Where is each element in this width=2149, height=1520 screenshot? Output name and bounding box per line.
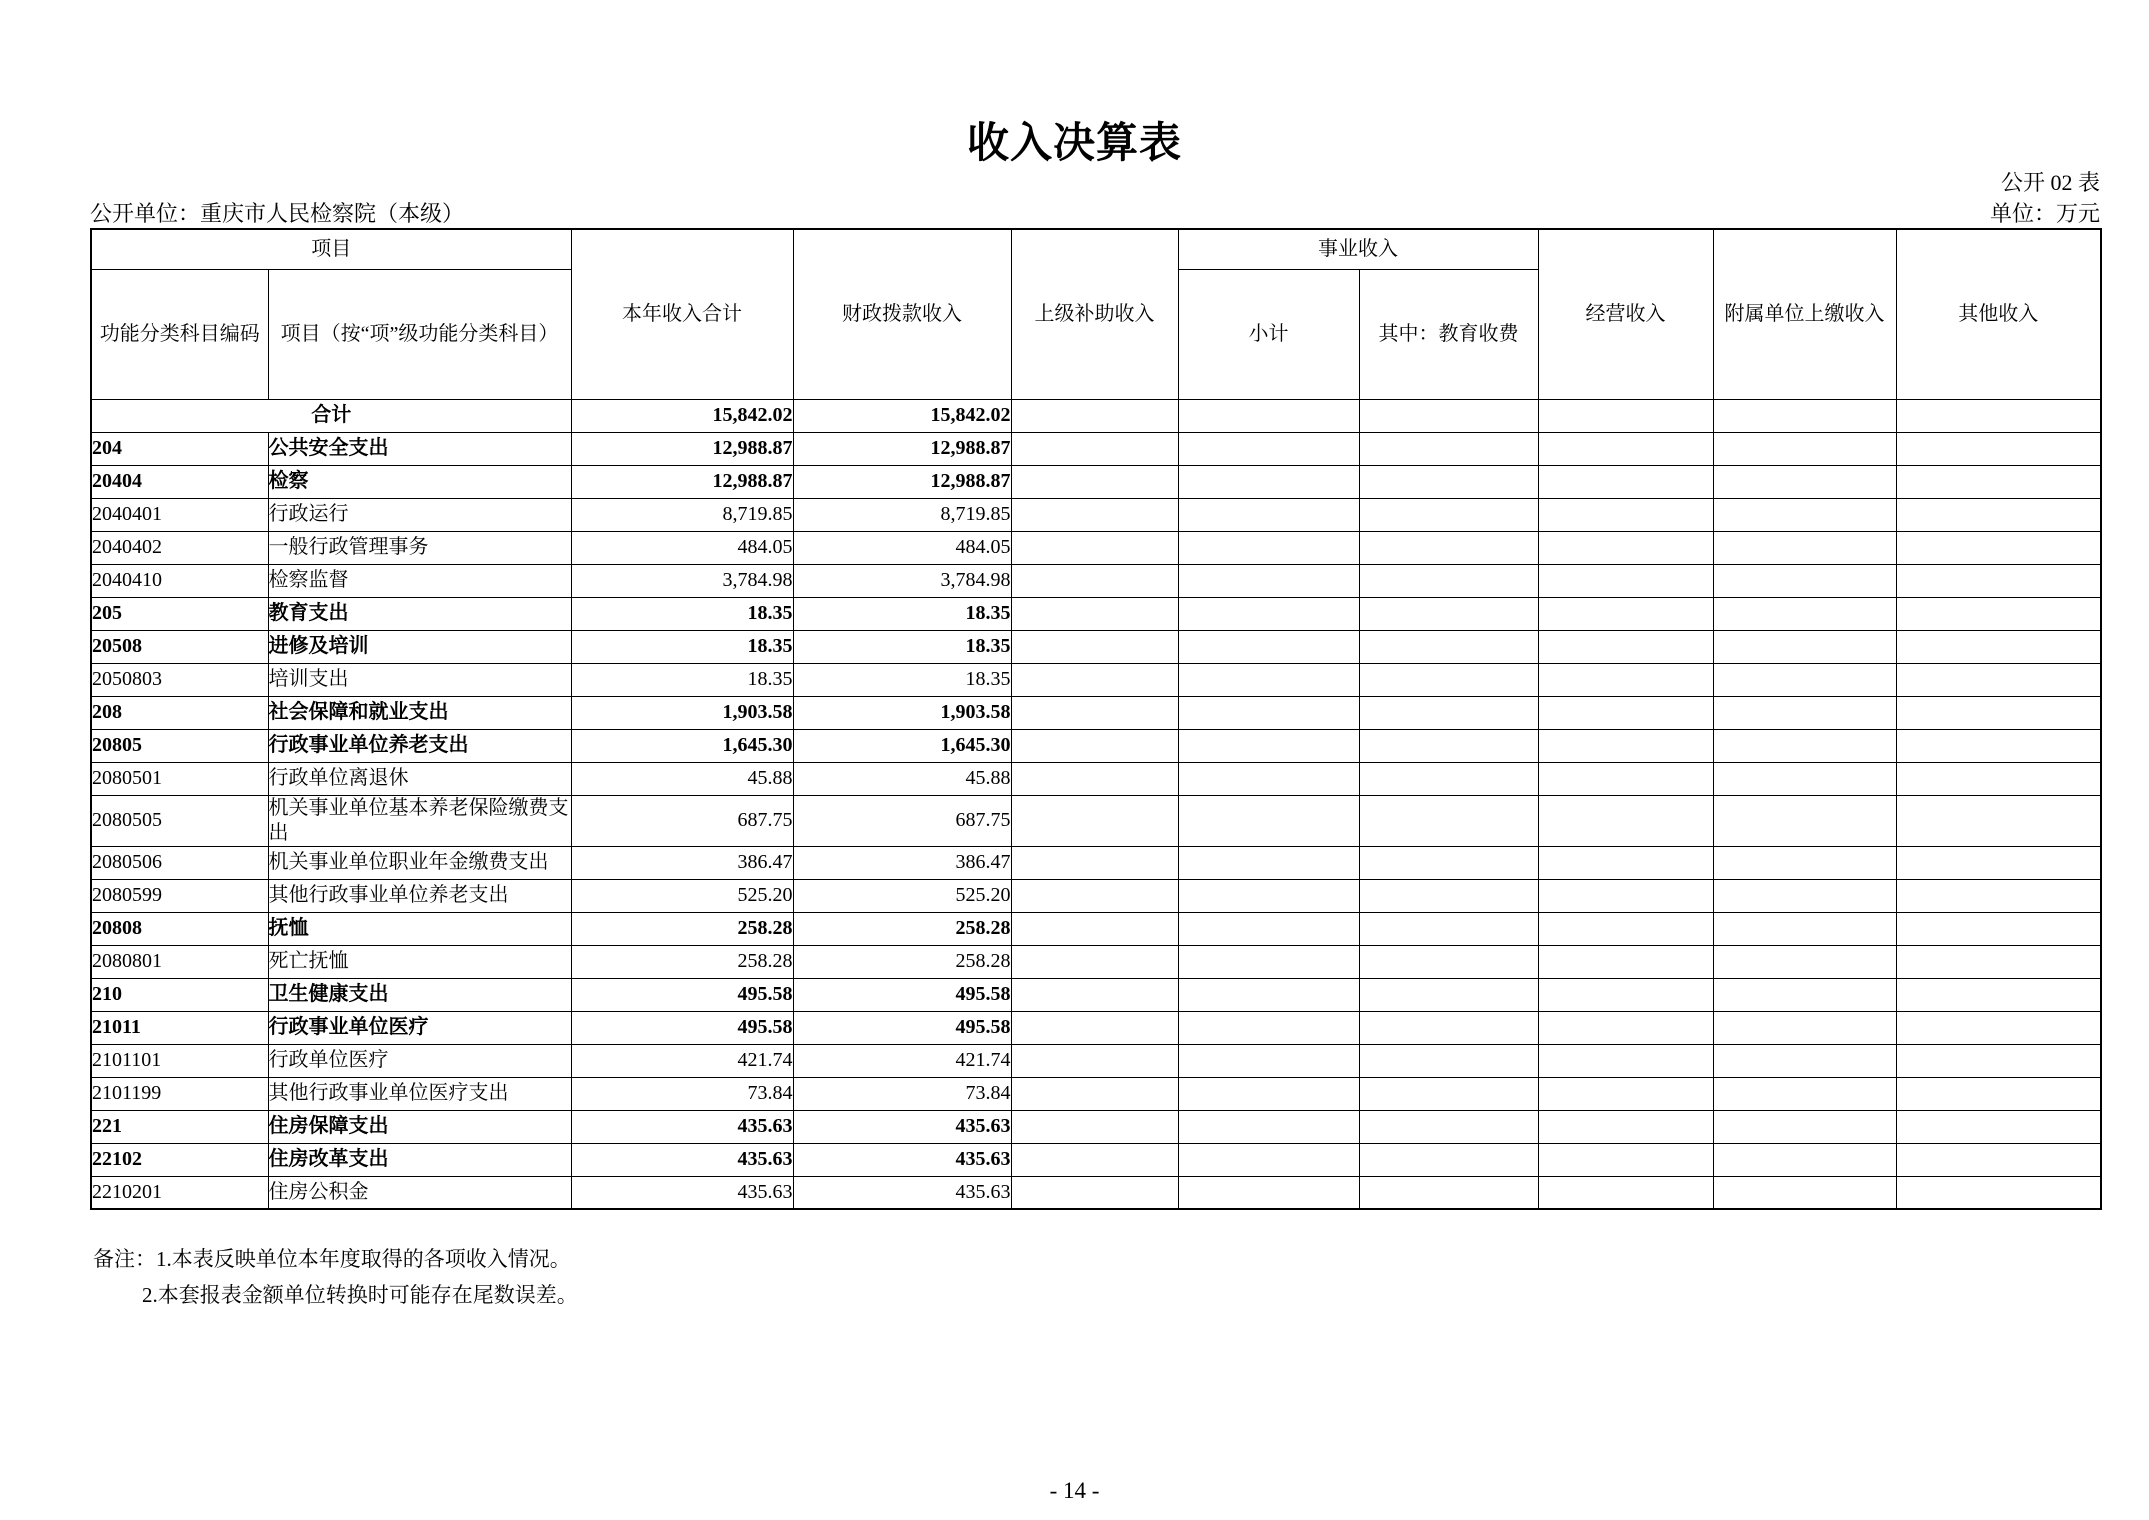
cell-other-income	[1896, 1176, 2101, 1209]
cell-project-name: 教育支出	[268, 597, 571, 630]
cell-business-education-fee	[1359, 846, 1538, 879]
cell-project-name: 行政单位医疗	[268, 1044, 571, 1077]
table-row	[91, 1044, 2101, 1077]
cell-other-income	[1896, 1011, 2101, 1044]
cell-business-subtotal	[1178, 564, 1359, 597]
cell-total-income: 386.47	[571, 846, 793, 879]
cell-business-education-fee	[1359, 729, 1538, 762]
table-row	[91, 630, 2101, 663]
cell-fiscal-appropriation: 495.58	[793, 978, 1011, 1011]
cell-other-income	[1896, 531, 2101, 564]
header-upper-subsidy: 上级补助收入	[1011, 229, 1178, 399]
cell-affiliated-income	[1713, 630, 1896, 663]
cell-affiliated-income	[1713, 399, 1896, 432]
cell-business-subtotal	[1178, 531, 1359, 564]
cell-operating-income	[1538, 465, 1713, 498]
cell-business-subtotal	[1178, 597, 1359, 630]
cell-total-income: 495.58	[571, 1011, 793, 1044]
cell-operating-income	[1538, 597, 1713, 630]
cell-business-subtotal	[1178, 432, 1359, 465]
cell-business-education-fee	[1359, 696, 1538, 729]
cell-total-income: 18.35	[571, 597, 793, 630]
cell-total-income: 8,719.85	[571, 498, 793, 531]
cell-operating-income	[1538, 795, 1713, 846]
cell-operating-income	[1538, 399, 1713, 432]
cell-project-name: 其他行政事业单位医疗支出	[268, 1077, 571, 1110]
header-business-education-fee: 其中：教育收费	[1359, 269, 1538, 399]
cell-other-income	[1896, 432, 2101, 465]
footnote-line-1: 备注：1.本表反映单位本年度取得的各项收入情况。	[93, 1247, 571, 1271]
cell-upper-subsidy	[1011, 729, 1178, 762]
cell-business-subtotal	[1178, 846, 1359, 879]
cell-upper-subsidy	[1011, 663, 1178, 696]
cell-other-income	[1896, 795, 2101, 846]
cell-fiscal-appropriation: 12,988.87	[793, 432, 1011, 465]
cell-project-name: 检察	[268, 465, 571, 498]
cell-other-income	[1896, 1143, 2101, 1176]
header-affiliated-income: 附属单位上缴收入	[1713, 229, 1896, 399]
table-row	[91, 399, 2101, 432]
cell-total-income: 1,903.58	[571, 696, 793, 729]
cell-total-income: 435.63	[571, 1143, 793, 1176]
cell-function-code: 2080506	[91, 846, 268, 879]
cell-business-subtotal	[1178, 762, 1359, 795]
cell-project-name: 住房改革支出	[268, 1143, 571, 1176]
cell-affiliated-income	[1713, 597, 1896, 630]
header-project-item: 项目（按“项”级功能分类科目）	[268, 269, 571, 399]
cell-upper-subsidy	[1011, 1011, 1178, 1044]
cell-upper-subsidy	[1011, 531, 1178, 564]
header-fiscal-appropriation: 财政拨款收入	[793, 229, 1011, 399]
header-business-income-group: 事业收入	[1178, 229, 1538, 269]
cell-upper-subsidy	[1011, 1044, 1178, 1077]
table-row	[91, 1011, 2101, 1044]
cell-other-income	[1896, 945, 2101, 978]
cell-affiliated-income	[1713, 1044, 1896, 1077]
cell-operating-income	[1538, 978, 1713, 1011]
cell-other-income	[1896, 696, 2101, 729]
cell-operating-income	[1538, 846, 1713, 879]
cell-operating-income	[1538, 945, 1713, 978]
cell-project-name: 一般行政管理事务	[268, 531, 571, 564]
table-row	[91, 564, 2101, 597]
cell-total-income: 1,645.30	[571, 729, 793, 762]
cell-function-code: 221	[91, 1110, 268, 1143]
cell-fiscal-appropriation: 8,719.85	[793, 498, 1011, 531]
income-final-accounts-table	[90, 228, 2102, 1210]
cell-fiscal-appropriation: 258.28	[793, 912, 1011, 945]
cell-function-code: 2050803	[91, 663, 268, 696]
table-row	[91, 1143, 2101, 1176]
cell-other-income	[1896, 399, 2101, 432]
table-row	[91, 945, 2101, 978]
cell-business-subtotal	[1178, 1110, 1359, 1143]
cell-affiliated-income	[1713, 1077, 1896, 1110]
table-row	[91, 879, 2101, 912]
table-row	[91, 597, 2101, 630]
cell-other-income	[1896, 663, 2101, 696]
cell-operating-income	[1538, 630, 1713, 663]
cell-fiscal-appropriation: 3,784.98	[793, 564, 1011, 597]
cell-operating-income	[1538, 729, 1713, 762]
cell-upper-subsidy	[1011, 432, 1178, 465]
cell-function-code: 20805	[91, 729, 268, 762]
cell-business-subtotal	[1178, 1143, 1359, 1176]
cell-total-income: 45.88	[571, 762, 793, 795]
table-row	[91, 912, 2101, 945]
cell-affiliated-income	[1713, 465, 1896, 498]
cell-fiscal-appropriation: 386.47	[793, 846, 1011, 879]
cell-other-income	[1896, 846, 2101, 879]
cell-affiliated-income	[1713, 531, 1896, 564]
cell-function-code: 21011	[91, 1011, 268, 1044]
cell-affiliated-income	[1713, 978, 1896, 1011]
cell-upper-subsidy	[1011, 945, 1178, 978]
cell-other-income	[1896, 879, 2101, 912]
cell-project-name: 行政事业单位医疗	[268, 1011, 571, 1044]
cell-project-name: 行政单位离退休	[268, 762, 571, 795]
meta-line	[90, 197, 2100, 228]
cell-affiliated-income	[1713, 663, 1896, 696]
cell-operating-income	[1538, 1176, 1713, 1209]
cell-project-name: 其他行政事业单位养老支出	[268, 879, 571, 912]
table-row	[91, 498, 2101, 531]
cell-total-income: 18.35	[571, 630, 793, 663]
cell-function-code: 20808	[91, 912, 268, 945]
cell-business-subtotal	[1178, 498, 1359, 531]
cell-fiscal-appropriation: 435.63	[793, 1176, 1011, 1209]
cell-operating-income	[1538, 762, 1713, 795]
cell-fiscal-appropriation: 435.63	[793, 1110, 1011, 1143]
cell-business-education-fee	[1359, 1011, 1538, 1044]
table-row	[91, 465, 2101, 498]
cell-upper-subsidy	[1011, 597, 1178, 630]
table-row	[91, 1110, 2101, 1143]
cell-project-name: 抚恤	[268, 912, 571, 945]
table-row	[91, 729, 2101, 762]
cell-other-income	[1896, 1077, 2101, 1110]
cell-business-education-fee	[1359, 663, 1538, 696]
cell-operating-income	[1538, 663, 1713, 696]
cell-upper-subsidy	[1011, 630, 1178, 663]
cell-business-subtotal	[1178, 1011, 1359, 1044]
cell-upper-subsidy	[1011, 762, 1178, 795]
cell-business-education-fee	[1359, 399, 1538, 432]
cell-fiscal-appropriation: 18.35	[793, 630, 1011, 663]
cell-project-name: 检察监督	[268, 564, 571, 597]
cell-fiscal-appropriation: 687.75	[793, 795, 1011, 846]
cell-business-education-fee	[1359, 1143, 1538, 1176]
cell-operating-income	[1538, 1044, 1713, 1077]
cell-other-income	[1896, 1110, 2101, 1143]
footnote-line-2: 2.本套报表金额单位转换时可能存在尾数误差。	[142, 1283, 578, 1307]
cell-business-education-fee	[1359, 1110, 1538, 1143]
cell-total-income: 12,988.87	[571, 465, 793, 498]
cell-upper-subsidy	[1011, 399, 1178, 432]
cell-business-subtotal	[1178, 1044, 1359, 1077]
cell-total-income: 435.63	[571, 1176, 793, 1209]
cell-other-income	[1896, 912, 2101, 945]
header-operating-income: 经营收入	[1538, 229, 1713, 399]
cell-operating-income	[1538, 498, 1713, 531]
table-row	[91, 1077, 2101, 1110]
document-title: 收入决算表	[966, 121, 1182, 167]
cell-function-code: 2040410	[91, 564, 268, 597]
cell-business-subtotal	[1178, 465, 1359, 498]
table-row	[91, 762, 2101, 795]
cell-operating-income	[1538, 879, 1713, 912]
cell-function-code: 2080501	[91, 762, 268, 795]
cell-upper-subsidy	[1011, 912, 1178, 945]
cell-project-name: 培训支出	[268, 663, 571, 696]
cell-total-income: 258.28	[571, 912, 793, 945]
cell-affiliated-income	[1713, 846, 1896, 879]
cell-affiliated-income	[1713, 912, 1896, 945]
cell-total-income: 15,842.02	[571, 399, 793, 432]
cell-project-name: 死亡抚恤	[268, 945, 571, 978]
cell-business-subtotal	[1178, 696, 1359, 729]
cell-fiscal-appropriation: 435.63	[793, 1143, 1011, 1176]
cell-total-income: 687.75	[571, 795, 793, 846]
cell-upper-subsidy	[1011, 465, 1178, 498]
cell-fiscal-appropriation: 1,903.58	[793, 696, 1011, 729]
cell-business-education-fee	[1359, 978, 1538, 1011]
cell-project-name: 公共安全支出	[268, 432, 571, 465]
cell-business-subtotal	[1178, 729, 1359, 762]
cell-business-education-fee	[1359, 465, 1538, 498]
cell-operating-income	[1538, 1011, 1713, 1044]
cell-function-code: 204	[91, 432, 268, 465]
cell-business-subtotal	[1178, 1176, 1359, 1209]
cell-function-code: 2080505	[91, 795, 268, 846]
cell-operating-income	[1538, 912, 1713, 945]
header-business-subtotal: 小计	[1178, 269, 1359, 399]
cell-total-income: 495.58	[571, 978, 793, 1011]
cell-total-income: 3,784.98	[571, 564, 793, 597]
cell-other-income	[1896, 564, 2101, 597]
table-header	[91, 229, 2101, 399]
cell-total-income: 525.20	[571, 879, 793, 912]
cell-function-code: 2080801	[91, 945, 268, 978]
cell-business-subtotal	[1178, 630, 1359, 663]
table-row	[91, 1176, 2101, 1209]
currency-unit-label: 单位：万元	[1989, 201, 2100, 226]
cell-other-income	[1896, 978, 2101, 1011]
cell-project-name: 进修及培训	[268, 630, 571, 663]
cell-total-income: 73.84	[571, 1077, 793, 1110]
table-row	[91, 432, 2101, 465]
cell-business-subtotal	[1178, 879, 1359, 912]
cell-fiscal-appropriation: 258.28	[793, 945, 1011, 978]
table-body	[91, 399, 2101, 1209]
cell-operating-income	[1538, 432, 1713, 465]
table-row	[91, 795, 2101, 846]
cell-business-education-fee	[1359, 879, 1538, 912]
page-number: - 14 -	[1049, 1478, 1100, 1503]
cell-fiscal-appropriation: 45.88	[793, 762, 1011, 795]
table-row	[91, 846, 2101, 879]
header-project-group: 项目	[91, 229, 571, 269]
cell-row-title: 合计	[91, 399, 571, 432]
cell-business-education-fee	[1359, 498, 1538, 531]
cell-affiliated-income	[1713, 1176, 1896, 1209]
cell-fiscal-appropriation: 15,842.02	[793, 399, 1011, 432]
cell-function-code: 2040402	[91, 531, 268, 564]
cell-business-subtotal	[1178, 912, 1359, 945]
table-row	[91, 531, 2101, 564]
cell-other-income	[1896, 1044, 2101, 1077]
cell-function-code: 2040401	[91, 498, 268, 531]
cell-fiscal-appropriation: 18.35	[793, 663, 1011, 696]
cell-operating-income	[1538, 1143, 1713, 1176]
cell-affiliated-income	[1713, 498, 1896, 531]
cell-operating-income	[1538, 564, 1713, 597]
cell-business-education-fee	[1359, 912, 1538, 945]
cell-affiliated-income	[1713, 795, 1896, 846]
cell-fiscal-appropriation: 1,645.30	[793, 729, 1011, 762]
cell-affiliated-income	[1713, 879, 1896, 912]
cell-total-income: 258.28	[571, 945, 793, 978]
cell-upper-subsidy	[1011, 846, 1178, 879]
cell-project-name: 机关事业单位职业年金缴费支出	[268, 846, 571, 879]
footnotes	[93, 1241, 578, 1313]
cell-business-education-fee	[1359, 564, 1538, 597]
cell-business-education-fee	[1359, 795, 1538, 846]
cell-function-code: 20508	[91, 630, 268, 663]
cell-fiscal-appropriation: 421.74	[793, 1044, 1011, 1077]
cell-affiliated-income	[1713, 1110, 1896, 1143]
cell-project-name: 机关事业单位基本养老保险缴费支出	[268, 795, 571, 846]
cell-fiscal-appropriation: 12,988.87	[793, 465, 1011, 498]
cell-operating-income	[1538, 1110, 1713, 1143]
cell-business-education-fee	[1359, 1044, 1538, 1077]
cell-business-education-fee	[1359, 1077, 1538, 1110]
cell-function-code: 2080599	[91, 879, 268, 912]
cell-total-income: 484.05	[571, 531, 793, 564]
cell-project-name: 卫生健康支出	[268, 978, 571, 1011]
cell-affiliated-income	[1713, 945, 1896, 978]
cell-business-education-fee	[1359, 432, 1538, 465]
cell-function-code: 20404	[91, 465, 268, 498]
cell-upper-subsidy	[1011, 1077, 1178, 1110]
cell-affiliated-income	[1713, 432, 1896, 465]
cell-affiliated-income	[1713, 762, 1896, 795]
cell-fiscal-appropriation: 73.84	[793, 1077, 1011, 1110]
cell-total-income: 421.74	[571, 1044, 793, 1077]
cell-function-code: 2210201	[91, 1176, 268, 1209]
cell-project-name: 住房保障支出	[268, 1110, 571, 1143]
cell-function-code: 210	[91, 978, 268, 1011]
cell-upper-subsidy	[1011, 1176, 1178, 1209]
cell-fiscal-appropriation: 525.20	[793, 879, 1011, 912]
cell-total-income: 12,988.87	[571, 432, 793, 465]
cell-operating-income	[1538, 696, 1713, 729]
cell-upper-subsidy	[1011, 1143, 1178, 1176]
cell-project-name: 行政运行	[268, 498, 571, 531]
cell-affiliated-income	[1713, 729, 1896, 762]
cell-business-education-fee	[1359, 762, 1538, 795]
cell-affiliated-income	[1713, 1143, 1896, 1176]
cell-business-subtotal	[1178, 1077, 1359, 1110]
cell-function-code: 205	[91, 597, 268, 630]
table-row	[91, 696, 2101, 729]
header-other-income: 其他收入	[1896, 229, 2101, 399]
cell-affiliated-income	[1713, 696, 1896, 729]
table-row	[91, 663, 2101, 696]
header-total-income: 本年收入合计	[571, 229, 793, 399]
cell-other-income	[1896, 630, 2101, 663]
cell-business-subtotal	[1178, 978, 1359, 1011]
cell-function-code: 22102	[91, 1143, 268, 1176]
cell-business-subtotal	[1178, 795, 1359, 846]
cell-upper-subsidy	[1011, 564, 1178, 597]
cell-fiscal-appropriation: 484.05	[793, 531, 1011, 564]
table-row	[91, 978, 2101, 1011]
cell-fiscal-appropriation: 495.58	[793, 1011, 1011, 1044]
cell-function-code: 208	[91, 696, 268, 729]
cell-total-income: 18.35	[571, 663, 793, 696]
cell-business-education-fee	[1359, 945, 1538, 978]
cell-upper-subsidy	[1011, 696, 1178, 729]
cell-business-subtotal	[1178, 945, 1359, 978]
publishing-unit-label: 公开单位：重庆市人民检察院（本级）	[90, 201, 465, 226]
cell-upper-subsidy	[1011, 1110, 1178, 1143]
cell-business-education-fee	[1359, 597, 1538, 630]
cell-project-name: 社会保障和就业支出	[268, 696, 571, 729]
table-number-label: 公开 02 表	[2000, 170, 2100, 195]
cell-project-name: 住房公积金	[268, 1176, 571, 1209]
cell-total-income: 435.63	[571, 1110, 793, 1143]
cell-function-code: 2101101	[91, 1044, 268, 1077]
cell-other-income	[1896, 729, 2101, 762]
cell-fiscal-appropriation: 18.35	[793, 597, 1011, 630]
cell-project-name: 行政事业单位养老支出	[268, 729, 571, 762]
cell-upper-subsidy	[1011, 795, 1178, 846]
cell-business-education-fee	[1359, 531, 1538, 564]
cell-upper-subsidy	[1011, 978, 1178, 1011]
cell-business-education-fee	[1359, 1176, 1538, 1209]
cell-business-subtotal	[1178, 663, 1359, 696]
cell-business-education-fee	[1359, 630, 1538, 663]
cell-function-code: 2101199	[91, 1077, 268, 1110]
cell-affiliated-income	[1713, 564, 1896, 597]
cell-other-income	[1896, 465, 2101, 498]
cell-operating-income	[1538, 1077, 1713, 1110]
cell-other-income	[1896, 762, 2101, 795]
cell-operating-income	[1538, 531, 1713, 564]
cell-affiliated-income	[1713, 1011, 1896, 1044]
header-function-code: 功能分类科目编码	[91, 269, 268, 399]
cell-other-income	[1896, 498, 2101, 531]
cell-upper-subsidy	[1011, 498, 1178, 531]
cell-other-income	[1896, 597, 2101, 630]
cell-upper-subsidy	[1011, 879, 1178, 912]
cell-business-subtotal	[1178, 399, 1359, 432]
